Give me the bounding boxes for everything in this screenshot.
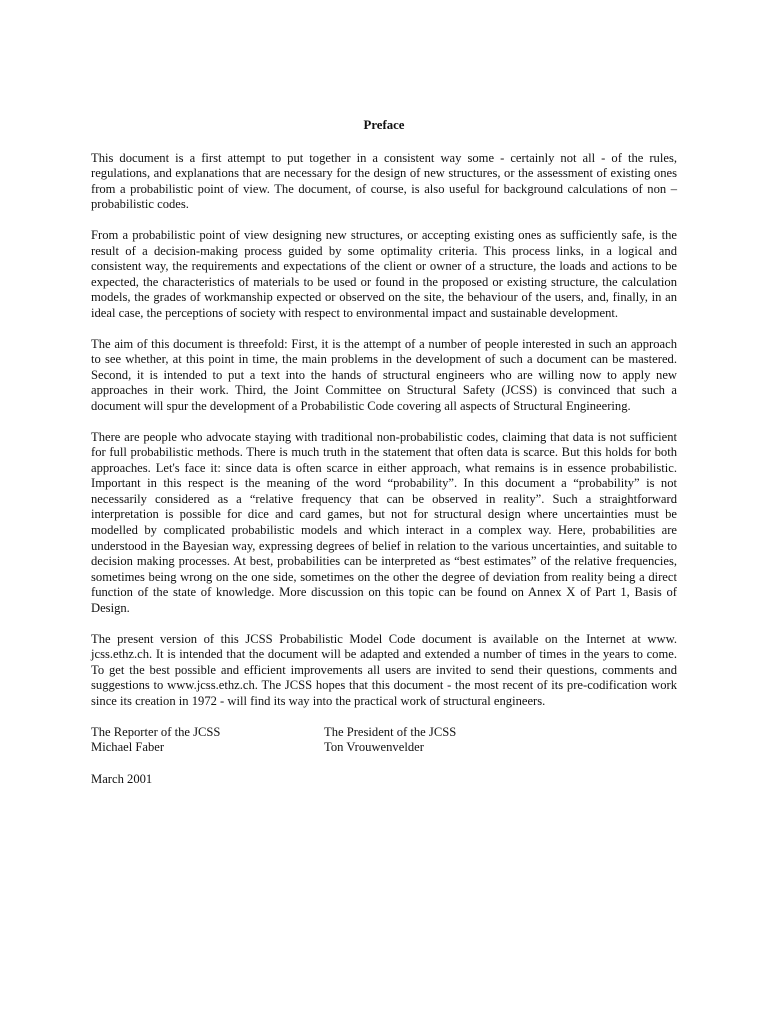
document-page	[91, 118, 677, 787]
paragraph-2: From a probabilistic point of view designing new structures, or accepting existing ones as sufficiently safe, is the result of a decision-making process guided by some optimality criteria. This process links, in a logical and consistent way, the requirements and expectations of the client or owner of a structure, the loads and actions to be expected, the characteristics of materials to be used or found in the proposed or existing structure, the calculation models, the grades of workmanship expected or observed on the site, the behaviour of the users, and, finally, in an ideal case, the perceptions of society with respect to environmental impact and sustainable development.	[91, 227, 677, 320]
president-name: Ton Vrouwenvelder	[324, 740, 424, 755]
paragraph-3: The aim of this document is threefold: First, it is the attempt of a number of people interested in such an approach to see whether, at this point in time, the main problems in the development of such a document can be mastered. Second, it is intended to put a text into the hands of structural engineers who are willing now to apply new approaches in their work. Third, the Joint Committee on Structural Safety (JCSS) is convinced that such a document will spur the development of a Probabilistic Code covering all aspects of Structural Engineering.	[91, 336, 677, 413]
signature-roles-row	[91, 725, 677, 741]
reporter-role: The Reporter of the JCSS	[91, 724, 221, 739]
document-date: March 2001	[91, 771, 153, 786]
paragraph-1: This document is a first attempt to put together in a consistent way some - certainly not all - of the rules, regulations, and explanations that are necessary for the design of new structures, or the assessment of existing ones from a probabilistic point of view. The document, of course, is also useful for background calculations of non –probabilistic codes.	[91, 150, 677, 212]
president-role: The President of the JCSS	[324, 724, 457, 739]
signature-names-row	[91, 740, 677, 756]
paragraph-4: There are people who advocate staying with traditional non-probabilistic codes, claiming that data is not sufficient for full probabilistic methods. There is much truth in the statement that often data is scarce. But this holds for both approaches. Let's face it: since data is often scarce in either approach, what remains is in essence probabilistic. Important in this respect is the meaning of the word “probability”. In this document a “probability” is not necessarily considered as a “relative frequency that can be observed in reality”. Such a straightforward interpretation is possible for dice and card games, but not for structural design where uncertainties must be modelled by complicated probabilistic models and which interact in a complex way. Here, probabilities are understood in the Bayesian way, expressing degrees of belief in relation to the various uncertainties, and suitable to decision making processes. At best, probabilities can be interpreted as “best estimates” of the relative frequencies, sometimes being wrong on the one side, sometimes on the other the degree of deviation from reality being a direct function of the state of knowledge. More discussion on this topic can be found on Annex X of Part 1, Basis of Design.	[91, 429, 677, 616]
page-title: Preface	[363, 118, 405, 132]
paragraph-5: The present version of this JCSS Probabilistic Model Code document is available on the Internet at www. jcss.ethz.ch. It is intended that the document will be adapted and extended a number of times in the years to come. To get the best possible and efficient improvements all users are invited to send their questions, comments and suggestions to www.jcss.ethz.ch. The JCSS hopes that this document - the most recent of its pre-codification work since its creation in 1972 - will find its way into the practical work of structural engineers.	[91, 631, 677, 708]
signature-block	[91, 725, 677, 756]
reporter-name: Michael Faber	[91, 740, 165, 755]
